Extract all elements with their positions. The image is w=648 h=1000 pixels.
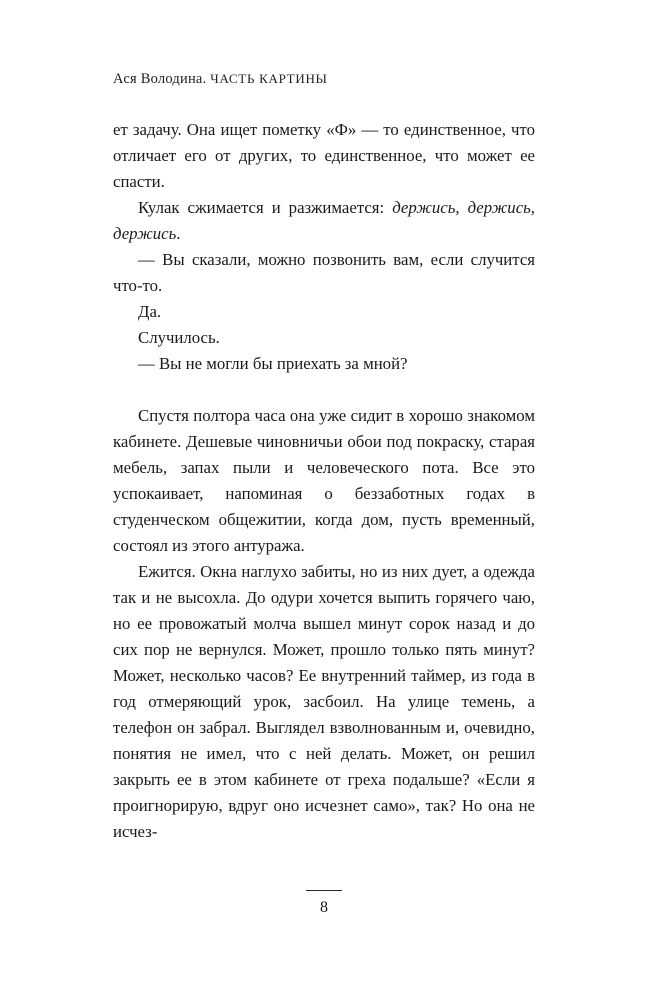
paragraph-text-tail: .	[176, 224, 181, 243]
paragraph	[113, 195, 535, 247]
folio-rule	[306, 890, 342, 891]
paragraph: Да.	[138, 302, 162, 321]
running-head-title: ЧАСТЬ КАРТИНЫ	[210, 71, 328, 86]
paragraph: ет задачу. Она ищет пометку «Ф» — то единственное, что отличает его от других, то единственное, что может ее спасти.	[113, 120, 535, 191]
paragraph: — Вы не могли бы приехать за мной?	[138, 354, 408, 373]
running-head-author: Ася Володина.	[113, 71, 207, 87]
page-number: 8	[320, 899, 328, 916]
paragraph: — Вы сказали, можно позвонить вам, если случится что-то.	[113, 250, 535, 295]
paragraph: Случилось.	[138, 328, 220, 347]
paragraph-text-lead: Кулак сжимается и разжимается:	[138, 198, 393, 217]
running-head	[113, 70, 535, 88]
body-text	[113, 117, 535, 845]
folio	[0, 890, 648, 917]
paragraph: Ежится. Окна наглухо забиты, но из них дует, а одежда так и не высохла. До одури хочется выпить горячего чаю, но ее провожатый молча вышел минут сорок назад и до сих пор не вернулся. Может, прошло только пять минут? Может, несколько часов? Ее внутренний таймер, из года в год отмеряющий урок, засбоил. На улице темень, а телефон он забрал. Выглядел взволнованным и, очевидно, понятия не имел, что с ней делать. Может, он решил закрыть ее в этом кабинете от греха подальше? «Если я проигнорирую, вдруг оно исчезнет само», так? Но она не исчез-	[113, 562, 535, 841]
emphasis-text: держись, держись, держись	[113, 198, 535, 243]
paragraph: Спустя полтора часа она уже сидит в хорошо знакомом кабинете. Дешевые чиновничьи обои под покраску, старая мебель, запах пыли и человеческого пота. Все это успокаивает, напоминая о беззаботных годах в студенческом общежитии, когда дом, пусть временный, состоял из этого антуража.	[113, 406, 535, 555]
